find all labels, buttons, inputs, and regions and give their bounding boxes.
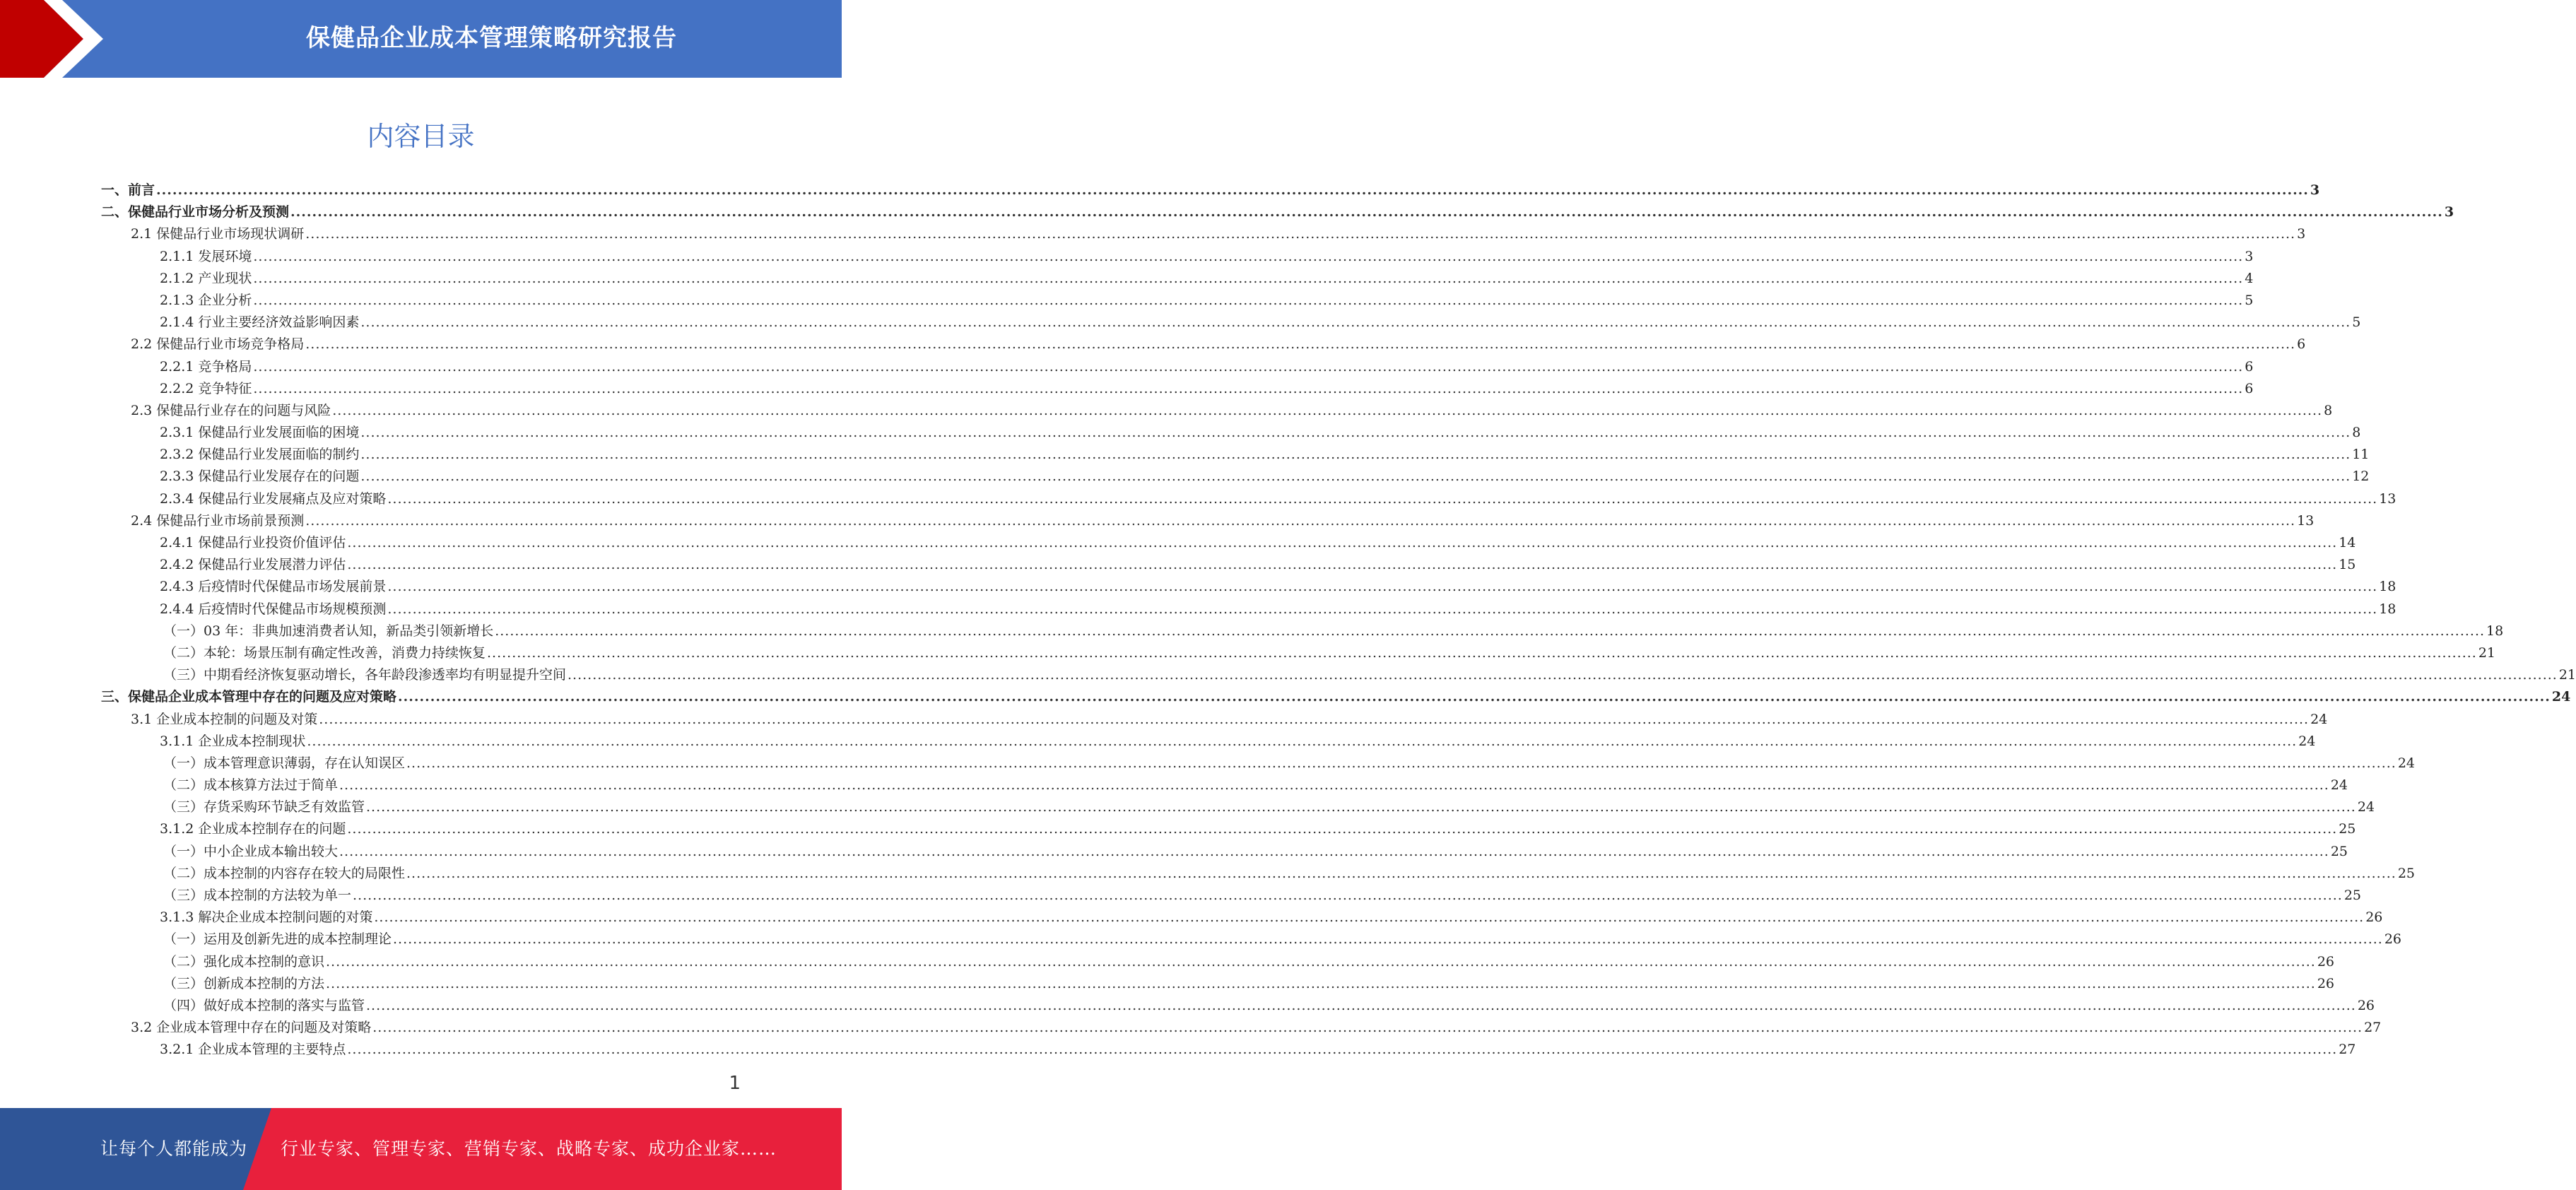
- toc-leader-dots: ................................................................................................................................................................................................................................................................................................................................................................................................................: [326, 953, 2316, 970]
- toc-entry-page: 24: [2551, 689, 2571, 705]
- toc-leader-dots: ................................................................................................................................................................................................................................................................................................................................................................................................................: [387, 579, 2378, 595]
- toc-entry-page: 21: [2558, 667, 2576, 683]
- toc-entry-page: 18: [2379, 579, 2396, 595]
- toc-leader-dots: ................................................................................................................................................................................................................................................................................................................................................................................................................: [253, 270, 2244, 286]
- page-number: 1: [729, 1073, 741, 1094]
- toc-entry[interactable]: [101, 201, 2454, 223]
- toc-leader-dots: ................................................................................................................................................................................................................................................................................................................................................................................................................: [387, 601, 2378, 617]
- toc-leader-dots: ................................................................................................................................................................................................................................................................................................................................................................................................................: [353, 888, 2343, 903]
- toc-entry-text: 三、保健品企业成本管理中存在的问题及应对策略: [101, 689, 397, 705]
- toc-entry-text: 2.4.1 保健品行业投资价值评估: [160, 535, 346, 550]
- toc-entry-text: 2.1.2 产业现状: [160, 270, 252, 286]
- toc-entry[interactable]: [101, 642, 2496, 664]
- toc-leader-dots: ................................................................................................................................................................................................................................................................................................................................................................................................................: [326, 975, 2316, 991]
- toc-entry-text: （二）成本控制的内容存在较大的局限性: [163, 865, 406, 881]
- toc-entry[interactable]: [101, 753, 2416, 774]
- toc-entry[interactable]: [101, 466, 2370, 488]
- toc-entry-page: 24: [2310, 711, 2328, 727]
- toc-leader-dots: ................................................................................................................................................................................................................................................................................................................................................................................................................: [406, 865, 2396, 881]
- toc-leader-dots: ................................................................................................................................................................................................................................................................................................................................................................................................................: [360, 469, 2351, 485]
- toc-entry[interactable]: [101, 246, 2254, 268]
- toc-leader-dots: ................................................................................................................................................................................................................................................................................................................................................................................................................: [366, 997, 2356, 1013]
- toc-entry[interactable]: [101, 951, 2335, 973]
- toc-leader-dots: ................................................................................................................................................................................................................................................................................................................................................................................................................: [374, 909, 2365, 926]
- toc-entry-page: 13: [2379, 490, 2396, 507]
- toc-entry-text: 2.4.3 后疫情时代保健品市场发展前景: [160, 579, 387, 595]
- toc-entry[interactable]: [101, 356, 2254, 378]
- toc-entry-page: 5: [2352, 314, 2361, 331]
- toc-entry-page: 12: [2352, 469, 2370, 485]
- toc-entry-page: 26: [2317, 953, 2335, 970]
- toc-leader-dots: ................................................................................................................................................................................................................................................................................................................................................................................................................: [253, 380, 2244, 396]
- toc-leader-dots: ................................................................................................................................................................................................................................................................................................................................................................................................................: [156, 182, 2309, 198]
- toc-entry-text: （一）03 年：非典加速消费者认知，新品类引领新增长: [163, 623, 494, 639]
- toc-entry-text: 2.2.1 竞争格局: [160, 358, 252, 375]
- toc-leader-dots: ................................................................................................................................................................................................................................................................................................................................................................................................................: [339, 777, 2329, 794]
- toc-entry[interactable]: [101, 599, 2396, 620]
- toc-entry-page: 27: [2339, 1042, 2356, 1058]
- toc-leader-dots: ................................................................................................................................................................................................................................................................................................................................................................................................................: [398, 689, 2551, 705]
- toc-leader-dots: ................................................................................................................................................................................................................................................................................................................................................................................................................: [305, 512, 2296, 529]
- toc-entry[interactable]: [101, 863, 2416, 885]
- toc-entry-text: （四）做好成本控制的落实与监管: [163, 997, 365, 1013]
- toc-leader-dots: ................................................................................................................................................................................................................................................................................................................................................................................................................: [253, 358, 2244, 375]
- page-footer: [0, 1108, 842, 1190]
- toc-entry-text: 2.3.1 保健品行业发展面临的困境: [160, 425, 360, 441]
- report-title: 保健品企业成本管理策略研究报告: [306, 24, 677, 52]
- toc-entry-text: （一）成本管理意识薄弱，存在认知误区: [163, 755, 406, 771]
- toc-entry-page: 25: [2397, 865, 2416, 881]
- toc-entry[interactable]: [101, 444, 2370, 466]
- toc-leader-dots: ................................................................................................................................................................................................................................................................................................................................................................................................................: [567, 667, 2558, 683]
- toc-entry-page: 26: [2384, 931, 2402, 948]
- toc-leader-dots: ................................................................................................................................................................................................................................................................................................................................................................................................................: [387, 490, 2378, 507]
- toc-entry[interactable]: [101, 686, 2571, 708]
- toc-entry-text: 2.4.4 后疫情时代保健品市场规模预测: [160, 601, 387, 617]
- toc-entry-text: 二、保健品行业市场分析及预测: [101, 204, 290, 220]
- toc-entry-page: 25: [2330, 843, 2348, 859]
- toc-leader-dots: ................................................................................................................................................................................................................................................................................................................................................................................................................: [319, 711, 2310, 727]
- toc-entry-text: 2.1.4 行业主要经济效益影响因素: [160, 314, 360, 331]
- toc-leader-dots: ................................................................................................................................................................................................................................................................................................................................................................................................................: [360, 425, 2351, 441]
- toc-entry-page: 18: [2486, 623, 2504, 639]
- toc-entry[interactable]: [101, 312, 2361, 334]
- toc-entry-text: 2.2 保健品行业市场竞争格局: [131, 336, 305, 353]
- toc-entry[interactable]: [101, 488, 2396, 510]
- toc-entry[interactable]: [101, 841, 2348, 863]
- toc-entry-page: 25: [2339, 821, 2356, 837]
- toc-leader-dots: ................................................................................................................................................................................................................................................................................................................................................................................................................: [332, 402, 2323, 418]
- toc-entry-page: 5: [2245, 292, 2254, 308]
- toc-entry-page: 3: [2310, 182, 2320, 198]
- toc-entry-page: 27: [2364, 1020, 2382, 1036]
- toc-entry-text: 2.3.4 保健品行业发展痛点及应对策略: [160, 490, 387, 507]
- toc-leader-dots: ................................................................................................................................................................................................................................................................................................................................................................................................................: [366, 799, 2356, 815]
- toc-entry-page: 8: [2324, 402, 2333, 418]
- toc-entry[interactable]: [101, 400, 2333, 422]
- toc-leader-dots: ................................................................................................................................................................................................................................................................................................................................................................................................................: [495, 623, 2486, 639]
- toc-entry[interactable]: [101, 290, 2254, 312]
- toc-leader-dots: ................................................................................................................................................................................................................................................................................................................................................................................................................: [360, 314, 2351, 331]
- toc-entry-page: 15: [2339, 557, 2356, 573]
- toc-entry[interactable]: [101, 929, 2402, 950]
- toc-entry-page: 26: [2365, 909, 2383, 926]
- toc-entry-page: 24: [2330, 777, 2348, 794]
- header-arrow-decoration: [0, 0, 212, 78]
- toc-entry[interactable]: [101, 620, 2504, 642]
- toc-entry[interactable]: [101, 1017, 2382, 1039]
- toc-leader-dots: ................................................................................................................................................................................................................................................................................................................................................................................................................: [347, 821, 2338, 837]
- toc-entry-page: 8: [2352, 425, 2361, 441]
- toc-leader-dots: ................................................................................................................................................................................................................................................................................................................................................................................................................: [253, 292, 2244, 308]
- toc-entry[interactable]: [101, 422, 2361, 444]
- toc-entry-page: 11: [2352, 447, 2370, 463]
- toc-entry-text: 3.1.2 企业成本控制存在的问题: [160, 821, 346, 837]
- toc-entry-page: 14: [2339, 535, 2356, 550]
- toc-entry-page: 18: [2379, 601, 2396, 617]
- toc-entry[interactable]: [101, 995, 2375, 1017]
- toc-entry-page: 3: [2297, 226, 2306, 242]
- toc-entry[interactable]: [101, 973, 2335, 995]
- toc-entry-page: 26: [2357, 997, 2375, 1013]
- toc-entry-text: 一、前言: [101, 182, 155, 198]
- toc-entry[interactable]: [101, 532, 2356, 554]
- toc-entry-text: 2.1.1 发展环境: [160, 248, 252, 264]
- toc-leader-dots: ................................................................................................................................................................................................................................................................................................................................................................................................................: [360, 447, 2351, 463]
- toc-entry[interactable]: [101, 731, 2316, 753]
- toc-heading: 内容目录: [367, 121, 475, 152]
- toc-entry-text: （三）中期看经济恢复驱动增长，各年龄段渗透率均有明显提升空间: [163, 667, 567, 683]
- toc-entry[interactable]: [101, 554, 2356, 576]
- toc-entry-text: （二）强化成本控制的意识: [163, 953, 325, 970]
- toc-entry-text: 2.3.3 保健品行业发展存在的问题: [160, 469, 360, 485]
- toc-entry[interactable]: [101, 818, 2356, 840]
- toc-entry-text: （三）存货采购环节缺乏有效监管: [163, 799, 365, 815]
- toc-entry[interactable]: [101, 774, 2348, 796]
- toc-entry-text: 3.1 企业成本控制的问题及对策: [131, 711, 318, 727]
- toc-leader-dots: ................................................................................................................................................................................................................................................................................................................................................................................................................: [339, 843, 2329, 859]
- toc-entry-text: 2.1.3 企业分析: [160, 292, 252, 308]
- toc-entry[interactable]: [101, 907, 2383, 929]
- toc-leader-dots: ................................................................................................................................................................................................................................................................................................................................................................................................................: [307, 733, 2298, 749]
- toc-entry[interactable]: [101, 1039, 2356, 1061]
- toc-entry-page: 21: [2478, 644, 2496, 661]
- toc-entry-page: 24: [2357, 799, 2375, 815]
- toc-entry-text: （三）成本控制的方法较为单一: [163, 888, 352, 903]
- toc-entry-text: 2.4 保健品行业市场前景预测: [131, 512, 305, 529]
- toc-entry[interactable]: [101, 179, 2320, 201]
- toc-leader-dots: ................................................................................................................................................................................................................................................................................................................................................................................................................: [305, 226, 2296, 242]
- toc-entry[interactable]: [101, 885, 2362, 907]
- toc-entry-text: （二）成本核算方法过于简单: [163, 777, 339, 794]
- toc-entry-text: 3.2.1 企业成本管理的主要特点: [160, 1042, 346, 1058]
- toc-entry-page: 24: [2397, 755, 2416, 771]
- toc-entry[interactable]: [101, 664, 2576, 686]
- toc-entry[interactable]: [101, 576, 2396, 598]
- toc-entry-text: 3.2 企业成本管理中存在的问题及对策略: [131, 1020, 372, 1036]
- toc-entry-page: 3: [2444, 204, 2454, 220]
- toc-entry[interactable]: [101, 378, 2254, 400]
- toc-entry-text: 3.1.1 企业成本控制现状: [160, 733, 306, 749]
- toc-entry-text: 2.4.2 保健品行业发展潜力评估: [160, 557, 346, 573]
- toc-entry-page: 6: [2245, 380, 2254, 396]
- toc-entry[interactable]: [101, 510, 2315, 532]
- toc-leader-dots: ................................................................................................................................................................................................................................................................................................................................................................................................................: [372, 1020, 2363, 1036]
- footer-slogan-left: 让每个人都能成为: [100, 1138, 248, 1159]
- toc-entry-text: 2.3.2 保健品行业发展面临的制约: [160, 447, 360, 463]
- toc-entry-text: 2.1 保健品行业市场现状调研: [131, 226, 305, 242]
- toc-entry-page: 4: [2245, 270, 2254, 286]
- toc-leader-dots: ................................................................................................................................................................................................................................................................................................................................................................................................................: [347, 535, 2338, 550]
- toc-entry-page: 6: [2245, 358, 2254, 375]
- toc-entry[interactable]: [101, 223, 2306, 245]
- toc-entry-text: 2.2.2 竞争特征: [160, 380, 252, 396]
- table-of-contents: [101, 179, 2576, 1061]
- toc-entry-page: 13: [2297, 512, 2315, 529]
- page-header: [0, 0, 842, 78]
- toc-entry-text: 2.3 保健品行业存在的问题与风险: [131, 402, 331, 418]
- toc-entry[interactable]: [101, 334, 2306, 355]
- toc-entry-text: （一）运用及创新先进的成本控制理论: [163, 931, 392, 948]
- toc-leader-dots: ................................................................................................................................................................................................................................................................................................................................................................................................................: [393, 931, 2383, 948]
- footer-slogan-right: 行业专家、管理专家、营销专家、战略专家、成功企业家……: [281, 1138, 777, 1159]
- toc-entry-text: （二）本轮：场景压制有确定性改善，消费力持续恢复: [163, 644, 486, 661]
- toc-entry-page: 24: [2298, 733, 2316, 749]
- toc-leader-dots: ................................................................................................................................................................................................................................................................................................................................................................................................................: [487, 644, 2477, 661]
- toc-leader-dots: ................................................................................................................................................................................................................................................................................................................................................................................................................: [406, 755, 2396, 771]
- toc-leader-dots: ................................................................................................................................................................................................................................................................................................................................................................................................................: [290, 204, 2443, 220]
- toc-entry-page: 25: [2343, 888, 2362, 903]
- toc-leader-dots: ................................................................................................................................................................................................................................................................................................................................................................................................................: [253, 248, 2244, 264]
- toc-leader-dots: ................................................................................................................................................................................................................................................................................................................................................................................................................: [305, 336, 2296, 353]
- toc-leader-dots: ................................................................................................................................................................................................................................................................................................................................................................................................................: [347, 1042, 2338, 1058]
- toc-entry[interactable]: [101, 268, 2254, 290]
- toc-leader-dots: ................................................................................................................................................................................................................................................................................................................................................................................................................: [347, 557, 2338, 573]
- toc-entry-text: （一）中小企业成本输出较大: [163, 843, 339, 859]
- toc-entry-text: （三）创新成本控制的方法: [163, 975, 325, 991]
- toc-entry-page: 3: [2245, 248, 2254, 264]
- toc-entry-text: 3.1.3 解决企业成本控制问题的对策: [160, 909, 373, 926]
- toc-entry-page: 26: [2317, 975, 2335, 991]
- toc-entry-page: 6: [2297, 336, 2306, 353]
- toc-entry[interactable]: [101, 709, 2328, 731]
- toc-entry[interactable]: [101, 796, 2375, 818]
